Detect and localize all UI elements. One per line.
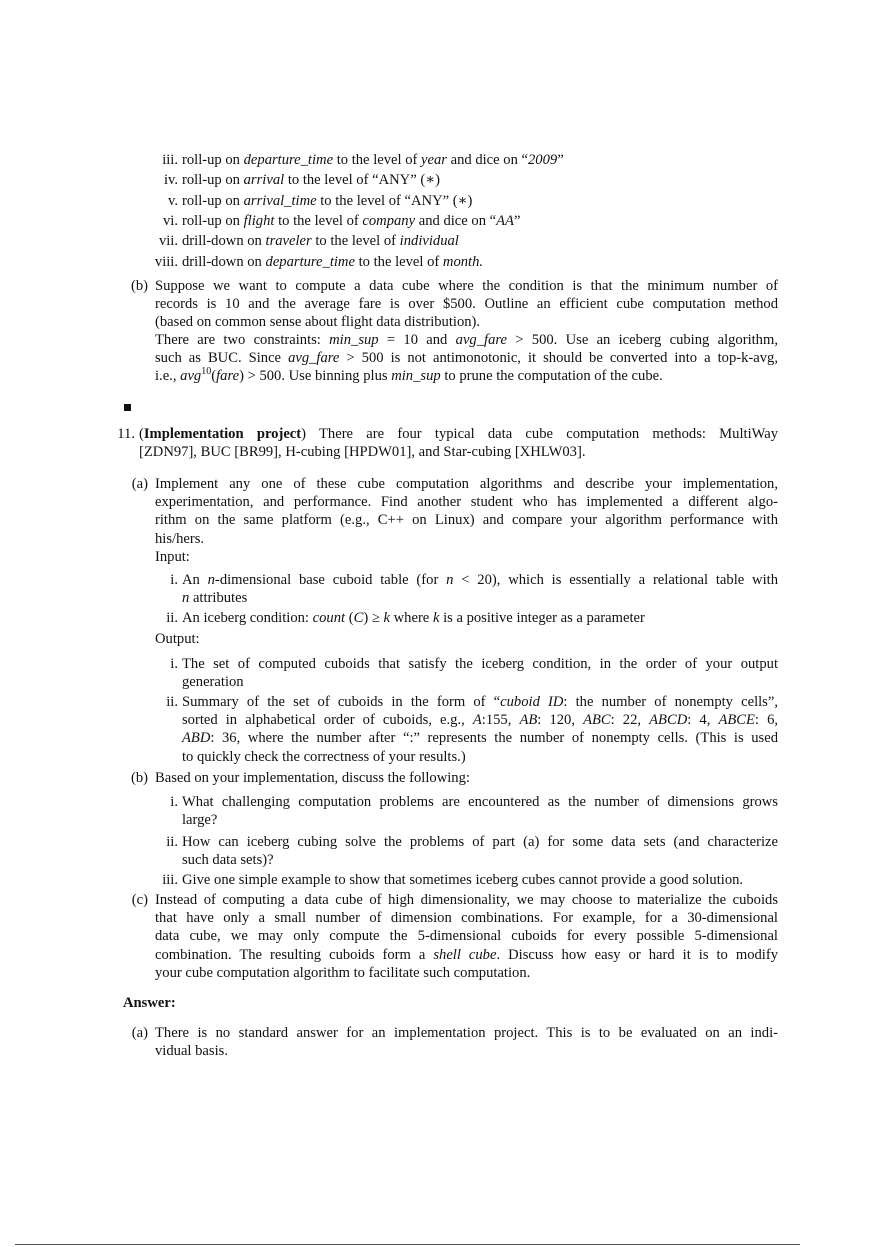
list-item [117, 425, 779, 461]
text-run: > 500 is not antimonotonic, it should be converted into a top-k-avg, [339, 350, 778, 367]
list-item [131, 475, 778, 548]
text-line [155, 313, 778, 331]
text-run: to the level of “ANY” (∗) [284, 172, 440, 188]
italic-term: avg_fare [455, 332, 507, 348]
text-run: his/hers. [155, 530, 205, 547]
italic-term: arrival [243, 172, 285, 188]
item-label: iii. [162, 152, 178, 168]
superscript: 10 [201, 366, 212, 378]
text-run: your cube computation algorithm to facilitate such computation. [155, 964, 531, 981]
text-run: that have only a small number of dimension combinations. For example, for a 30-dimensional [155, 910, 778, 927]
text-run: Implement any one of these cube computation algorithms and describe your implementation, [155, 476, 778, 492]
italic-term: departure_time [243, 152, 334, 168]
item-label: iii. [162, 872, 178, 888]
text-line [182, 171, 778, 189]
text-line [182, 693, 778, 711]
item-label: i. [170, 572, 178, 588]
text-line [182, 212, 778, 230]
text-run: sorted in alphabetical order of cuboids, e.g., [182, 712, 473, 729]
text-line [155, 769, 778, 787]
text-run: ( [345, 610, 354, 626]
text-run: = 10 and [378, 332, 456, 348]
text-line [155, 277, 778, 295]
item-label: i. [170, 656, 178, 672]
item-label: vi. [163, 213, 178, 229]
italic-term: traveler [265, 233, 312, 249]
list-item [170, 655, 778, 691]
italic-term: n [446, 572, 454, 588]
text-run: roll-up on [182, 193, 244, 209]
item-label: (a) [131, 476, 148, 492]
list-item [166, 609, 778, 627]
italic-term: ABC [583, 712, 611, 729]
list-item [155, 331, 778, 386]
text-line [155, 548, 778, 566]
item-label: v. [168, 193, 178, 209]
list-item [131, 1024, 778, 1060]
italic-term: ABCE [718, 712, 755, 729]
italic-term: 2009 [528, 152, 558, 168]
text-run: The set of computed cuboids that satisfy the iceberg condition, in the order of your output [182, 656, 778, 672]
text-run: : 4, [687, 712, 719, 729]
italic-term: individual [399, 233, 459, 249]
text-run: drill-down on [182, 254, 266, 270]
italic-term: month. [442, 254, 484, 270]
italic-term: year [421, 152, 447, 168]
text-line [155, 927, 778, 945]
italic-term: count [312, 610, 346, 626]
text-run: to prune the computation of the cube. [440, 368, 663, 385]
text-line [182, 253, 778, 271]
italic-term: C [353, 610, 364, 626]
text-run: combination. The resulting cuboids form a [155, 946, 434, 963]
text-run: to the level of [333, 152, 422, 168]
text-line [182, 655, 778, 673]
italic-term: ABD [182, 730, 211, 747]
list-item [154, 253, 778, 271]
text-run: < 20), which is essentially a relational table with [453, 572, 778, 588]
text-run: Output: [155, 631, 200, 647]
text-line [182, 589, 778, 607]
text-run: ) There are four typical data cube computation methods: MultiWay [301, 426, 779, 442]
item-label: ii. [166, 694, 178, 710]
text-run: to quickly check the correctness of your results.) [182, 748, 466, 765]
text-run: i.e., [155, 368, 181, 385]
text-line [182, 851, 778, 869]
text-run: ) ≥ [363, 610, 384, 626]
item-label: i. [170, 794, 178, 810]
italic-term: shell cube [433, 946, 497, 963]
item-label: (b) [130, 770, 148, 786]
item-label: (b) [130, 278, 148, 294]
italic-term: cuboid ID [500, 694, 564, 710]
text-line [182, 711, 778, 729]
text-line [155, 475, 778, 493]
page-bottom-rule [15, 1244, 800, 1245]
italic-term: fare [216, 368, 240, 385]
text-run: -dimensional base cuboid table (for [214, 572, 447, 588]
text-run: ( [211, 368, 217, 385]
answer-heading [123, 994, 778, 1012]
text-run: records is 10 and the average fare is over $500. Outline an efficient cube computation method [155, 296, 778, 313]
text-run: Input: [155, 549, 190, 565]
italic-term: n [207, 572, 215, 588]
text-run: : 120, [537, 712, 584, 729]
list-item [170, 571, 778, 607]
list-item [131, 891, 779, 982]
item-label: (a) [131, 1025, 148, 1041]
text-line [123, 994, 778, 1012]
text-run: rithm on the same platform (e.g., C++ on Linux) and compare your algorithm performance with [155, 512, 778, 529]
text-line [155, 331, 778, 349]
italic-term: ABCD [649, 712, 688, 729]
text-run: such as BUC. Since [155, 350, 289, 367]
text-run: vidual basis. [155, 1043, 228, 1060]
text-run: to the level of [354, 254, 443, 270]
text-line [182, 833, 778, 851]
text-run: roll-up on [182, 172, 244, 188]
text-run: : 22, [610, 712, 650, 729]
text-line [139, 425, 778, 443]
italic-term: n [182, 590, 190, 607]
text-run: where [389, 610, 433, 626]
text-run: : 36, where the number after “:” represents the number of nonempty cells. (This is used [210, 730, 778, 747]
end-of-proof-square [124, 404, 131, 411]
text-run: ” [513, 213, 521, 229]
text-line [155, 1024, 778, 1042]
text-line [155, 891, 778, 909]
italic-term: AB [519, 712, 538, 729]
text-run: :155, [481, 712, 520, 729]
text-run: How can iceberg cubing solve the problems of part (a) for some data sets (and characterize [182, 834, 778, 850]
italic-term: arrival_time [243, 193, 317, 209]
text-run: and dice on “ [415, 213, 497, 229]
text-line [155, 493, 778, 511]
item-label: ii. [166, 610, 178, 626]
italic-term: flight [243, 213, 275, 229]
italic-term: A [472, 712, 482, 729]
italic-term: min_sup [329, 332, 379, 348]
text-run: Based on your implementation, discuss the following: [155, 770, 470, 786]
text-run: data cube, we may only compute the 5-dimensional cuboids for every possible 5-dimensional [155, 928, 778, 945]
text-line [155, 349, 778, 367]
text-run: roll-up on [182, 152, 244, 168]
item-label: (c) [131, 892, 148, 908]
text-run: > 500. Use an iceberg cubing algorithm, [506, 332, 778, 348]
text-run: : the number of nonempty cells”, [563, 694, 778, 710]
list-item [155, 630, 778, 648]
text-line [155, 630, 778, 648]
text-run: ( [139, 426, 144, 442]
text-line [182, 151, 778, 169]
text-run: generation [182, 674, 244, 691]
list-item [170, 793, 778, 829]
text-line [182, 871, 778, 889]
italic-term: k [383, 610, 390, 626]
list-item [162, 151, 778, 169]
text-line [155, 530, 778, 548]
text-line [155, 909, 778, 927]
text-run: What challenging computation problems are encountered as the number of dimensions grows [182, 794, 778, 810]
text-line [182, 748, 778, 766]
text-run: Give one simple example to show that sometimes iceberg cubes cannot provide a good solution. [182, 872, 744, 888]
bold-term: Answer: [123, 995, 176, 1011]
text-run: drill-down on [182, 233, 266, 249]
text-run: such data sets)? [182, 852, 274, 869]
list-item [163, 171, 778, 189]
list-item [162, 871, 778, 889]
text-run: Suppose we want to compute a data cube where the condition is that the minimum number of [155, 278, 778, 294]
text-line [155, 367, 778, 385]
text-line [182, 673, 778, 691]
italic-term: avg_fare [288, 350, 340, 367]
italic-term: departure_time [265, 254, 355, 270]
list-item [166, 833, 778, 869]
text-run: is a positive integer as a parameter [439, 610, 645, 626]
text-run: . Discuss how easy or hard it is to modify [496, 946, 779, 963]
list-item [168, 192, 778, 210]
text-run: (based on common sense about flight data distribution). [155, 314, 481, 331]
text-line [182, 571, 778, 589]
italic-term: avg [180, 368, 202, 385]
text-line [139, 443, 778, 461]
text-run: Summary of the set of cuboids in the form of “ [182, 694, 501, 710]
list-item [155, 548, 778, 566]
text-run: An iceberg condition: [182, 610, 313, 626]
text-line [182, 192, 778, 210]
text-line [182, 811, 778, 829]
item-label: 11. [117, 426, 135, 442]
text-run: attributes [189, 590, 248, 607]
italic-term: AA [496, 213, 514, 229]
text-run: [ZDN97], BUC [BR99], H-cubing [HPDW01], and Star-cubing [XHLW03]. [139, 444, 586, 461]
text-run: experimentation, and performance. Find another student who has implemented a different algo- [155, 494, 778, 511]
item-label: iv. [163, 172, 178, 188]
text-run: large? [182, 812, 218, 829]
text-run: Instead of computing a data cube of high dimensionality, we may choose to materialize the cuboids [155, 892, 778, 908]
text-run: : 6, [754, 712, 779, 729]
text-run: ) > 500. Use binning plus [239, 368, 392, 385]
text-run: An [182, 572, 208, 588]
list-item [163, 212, 778, 230]
text-line [182, 609, 778, 627]
text-line [182, 729, 778, 747]
text-run: There is no standard answer for an implementation project. This is to be evaluated on an indi- [155, 1025, 778, 1041]
list-item [130, 769, 778, 787]
text-line [155, 1042, 778, 1060]
bold-term: Implementation project [143, 426, 302, 442]
text-line [155, 946, 778, 964]
list-item [130, 277, 778, 332]
text-run: to the level of “ANY” (∗) [316, 193, 473, 209]
text-line [155, 295, 778, 313]
text-run: ” [557, 152, 564, 168]
italic-term: company [362, 213, 416, 229]
list-item [166, 693, 779, 766]
text-run: roll-up on [182, 213, 244, 229]
italic-term: k [432, 610, 440, 626]
item-label: vii. [158, 233, 178, 249]
item-label: viii. [154, 254, 178, 270]
text-line [155, 964, 778, 982]
text-line [155, 511, 778, 529]
item-label: ii. [166, 834, 178, 850]
text-run: to the level of [274, 213, 363, 229]
text-run: and dice on “ [446, 152, 528, 168]
list-item [158, 232, 778, 250]
italic-term: min_sup [391, 368, 441, 385]
text-line [182, 793, 778, 811]
text-line [182, 232, 778, 250]
text-run: to the level of [311, 233, 400, 249]
text-run: There are two constraints: [155, 332, 330, 348]
